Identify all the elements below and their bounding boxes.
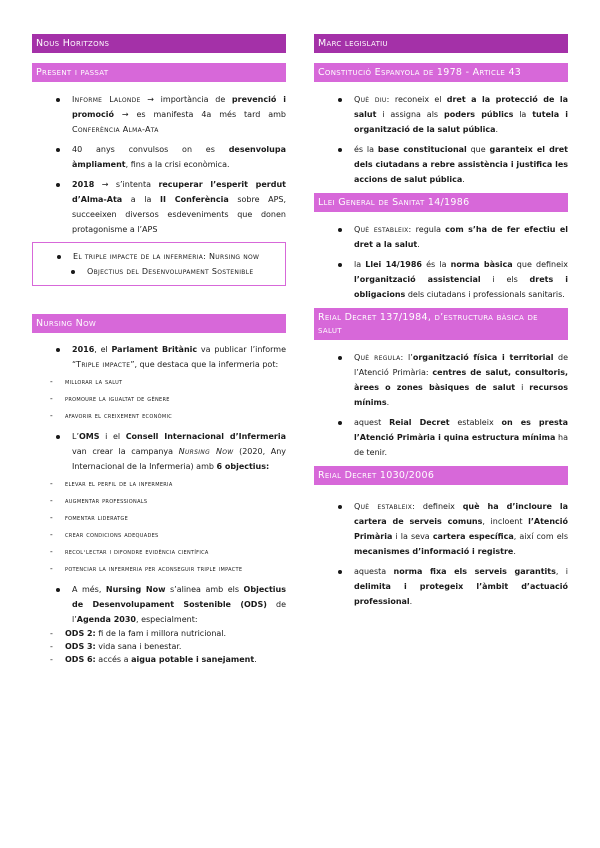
list-item: 2016, el Parlament Britànic va publicar l’informe “Triple impacte”, que destaca que la infermeria pot: - millorar la salut - promoure la igualtat de gènere - afavorir el creixement econòmic — [32, 342, 286, 424]
sublist-item: - fomentar lideratge — [48, 509, 286, 526]
list-item: Què diu: reconeix el dret a la protecció de la salut i assigna als poders públics la tutela i organització de la salut pública. — [314, 92, 568, 137]
constitucio-list — [314, 82, 568, 187]
sublist-item: - recol·lectar i difondre evidència científica — [48, 543, 286, 560]
sublist-item: - crear condicions adequades — [48, 526, 286, 543]
impact-sublist — [48, 373, 286, 424]
triple-impact-box — [32, 242, 286, 286]
list-item: Informe Lalonde → importància de prevenció i promoció → es manifesta 4a més tard amb Conferència Alma-Ata — [32, 92, 286, 137]
nursing-now-list — [32, 333, 286, 666]
sublist-item: - elevar el perfil de la infermeria — [48, 475, 286, 492]
list-item: aquesta norma fixa els serveis garantits, i delimita i protegeix l’àmbit d’actuació professional. — [314, 564, 568, 609]
left-column — [32, 34, 286, 671]
list-item: A més, Nursing Now s’alinea amb els Objectius de Desenvolupament Sostenible (ODS) de l’Agenda 2030, especialment: - ODS 2: fi de la fam i millora nutricional. - ODS 3: vida sana i benestar. - ODS 6: accés a aigua potable i sanejament. — [32, 582, 286, 666]
sublist-item: - augmentar professionals — [48, 492, 286, 509]
subheader-reial-decret-137: Reial Decret 137/1984, d’estructura bàsica de salut — [314, 308, 568, 340]
list-item: Què estableix: regula com s’ha de fer efectiu el dret a la salut. — [314, 222, 568, 252]
sublist-item: - potenciar la infermeria per aconseguir triple impacte — [48, 560, 286, 577]
list-item: Què regula: l’organització física i territorial de l’Atenció Primària: centres de salut, consultoris, àrees o zones bàsiques de salut i recursos mínims. — [314, 350, 568, 410]
sublist-item: - afavorir el creixement econòmic — [48, 407, 286, 424]
right-column — [314, 34, 568, 614]
list-item: aquest Reial Decret estableix on es presta l’Atenció Primària i quina estructura mínima ha de tenir. — [314, 415, 568, 460]
subheader-llei-general: Llei General de Sanitat 14/1986 — [314, 193, 568, 212]
list-item: 2018 → s’intenta recuperar l’esperit perdut d’Alma-Ata a la II Conferència sobre APS, succeeixen diversos esdeveniments que donen protagonisme a l’APS — [32, 177, 286, 237]
objectives-sublist — [48, 475, 286, 577]
subheader-reial-decret-1030: Reial Decret 1030/2006 — [314, 466, 568, 485]
sublist-item: - ODS 2: fi de la fam i millora nutricional. — [48, 627, 286, 640]
subheader-constitucio: Constitució Espanyola de 1978 - Article 43 — [314, 63, 568, 82]
list-item: 40 anys convulsos on es desenvolupa àmpliament, fins a la crisi econòmica. — [32, 142, 286, 172]
reial-decret-137-list — [314, 340, 568, 460]
list-item: Què estableix: defineix què ha d’incloure la cartera de serveis comuns, incloent l’Atenció Primària i la seva cartera específica, així com els mecanismes d’informació i registre. — [314, 499, 568, 559]
sublist-item: - promoure la igualtat de gènere — [48, 390, 286, 407]
box-item-triple-impact: El triple impacte de la infermeria: Nursing now — [33, 249, 277, 264]
box-item-ods: Objectius del Desenvolupament Sostenible — [33, 264, 277, 279]
sublist-item: - ODS 6: accés a aigua potable i sanejament. — [48, 653, 286, 666]
list-item: la Llei 14/1986 és la norma bàsica que defineix l’organització assistencial i els drets i obligacions dels ciutadans i professionals sanitaris. — [314, 257, 568, 302]
list-item: L’OMS i el Consell Internacional d’Infermeria van crear la campanya Nursing Now (2020, Any Internacional de la Infermeria) amb 6 objectius: - elevar el perfil de la infermeria - augmentar professionals - fomentar lideratge - crear condicions adequades - recol·lectar i difondre evidència científica - potenciar la infermeria per aconseguir triple impacte — [32, 429, 286, 577]
llei-general-list — [314, 212, 568, 302]
sublist-item: - ODS 3: vida sana i benestar. — [48, 640, 286, 653]
subheader-present-passat: Present i passat — [32, 63, 286, 82]
sublist-item: - millorar la salut — [48, 373, 286, 390]
list-item: és la base constitucional que garanteix el dret dels ciutadans a rebre assistència i justifica les accions de salut pública. — [314, 142, 568, 187]
section-header-marc-legislatiu: Marc legislatiu — [314, 34, 568, 53]
subheader-nursing-now: Nursing Now — [32, 314, 286, 333]
present-passat-list — [32, 82, 286, 237]
section-header-nous-horitzons: Nous Horitzons — [32, 34, 286, 53]
ods-sublist — [48, 627, 286, 666]
reial-decret-1030-list — [314, 485, 568, 609]
